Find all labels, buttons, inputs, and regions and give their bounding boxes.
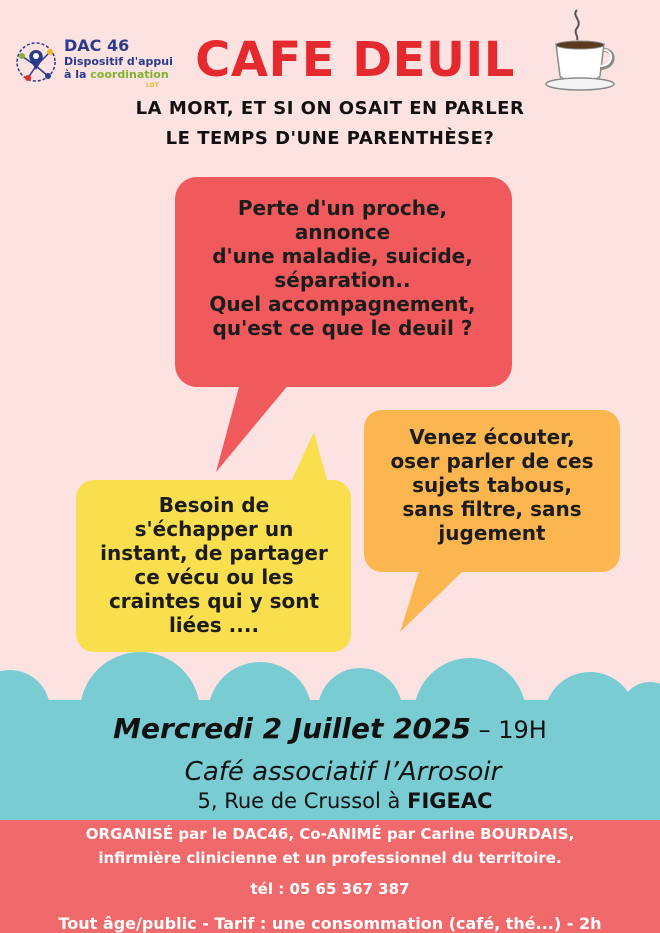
footer-facilitator: infirmière clinicienne et un professionnel du territoire. xyxy=(98,849,562,867)
yellow-bubble-text: Besoin de s'échapper un instant, de partager ce vécu ou les craintes qui y sont liées .... xyxy=(100,493,328,637)
red-bubble-text: Perte d'un proche, annonce d'une maladie, suicide, séparation.. Quel accompagnement, qu'est ce que le deuil ? xyxy=(209,196,476,340)
subtitle-line-2: LE TEMPS D'UNE PARENTHÈSE? xyxy=(165,128,495,149)
event-address: 5, Rue de Crussol à FIGEAC xyxy=(197,789,493,813)
logo-tag: LOT xyxy=(146,82,159,89)
footer-phone: tél : 05 65 367 387 xyxy=(250,880,410,898)
footer-banner xyxy=(0,820,660,933)
footer-pricing: Tout âge/public - Tarif : une consommation (café, thé...) - 2h xyxy=(58,914,602,933)
page-title: CAFE DEUIL xyxy=(195,32,515,88)
logo-line-2: à la coordination xyxy=(64,68,169,81)
orange-bubble-text: Venez écouter, oser parler de ces sujets tabous, sans filtre, sans jugement xyxy=(390,425,594,545)
logo-line-1: Dispositif d'appui xyxy=(64,55,173,68)
logo-name: DAC 46 xyxy=(64,36,130,55)
subtitle-line-1: LA MORT, ET SI ON OSAIT EN PARLER xyxy=(135,98,525,119)
footer-organizer: ORGANISÉ par le DAC46, Co-ANIMÉ par Carine BOURDAIS, xyxy=(85,825,575,843)
event-date: Mercredi 2 Juillet 2025 – 19H xyxy=(113,712,547,745)
event-place: Café associatif l’Arrosoir xyxy=(184,757,502,787)
